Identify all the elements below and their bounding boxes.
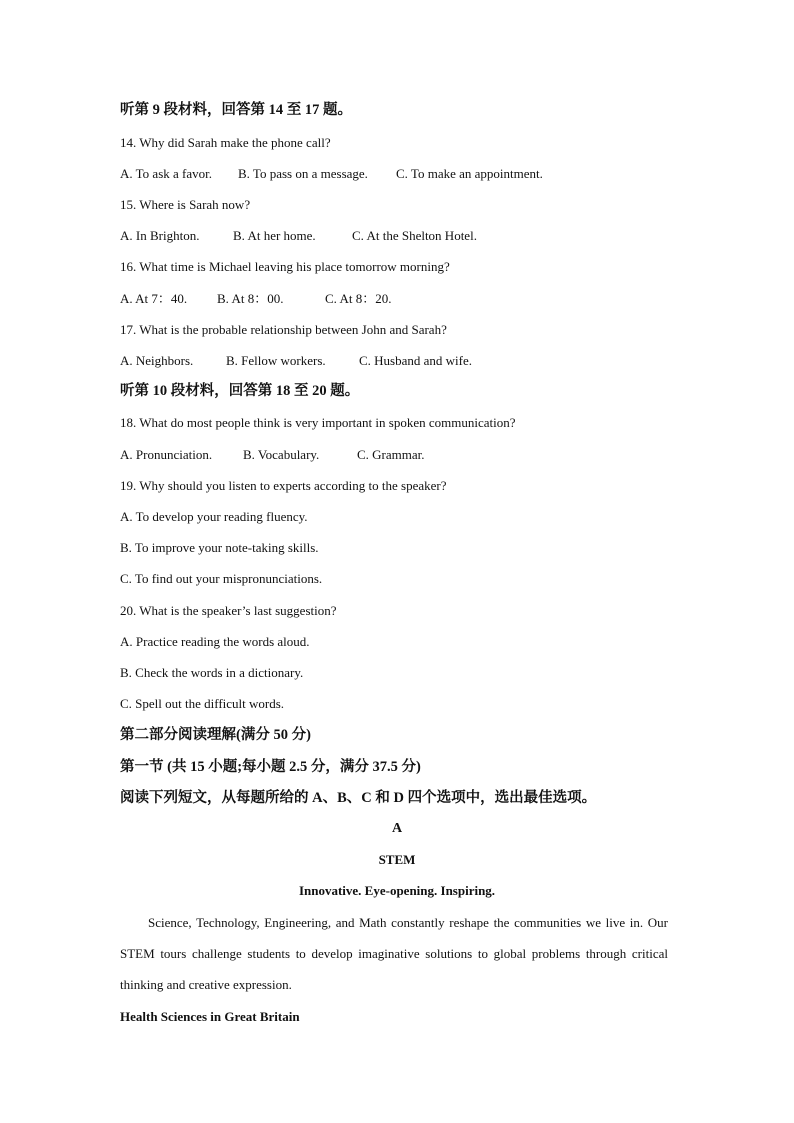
part-2-title: 第二部分阅读理解(满分 50 分): [120, 727, 311, 743]
option-b: B. Fellow workers.: [226, 353, 326, 368]
option-b: B. Vocabulary.: [243, 447, 320, 462]
question-14-options: [120, 165, 543, 183]
section-9-heading: 听第 9 段材料，回答第 14 至 17 题。: [120, 102, 352, 118]
question-19: 19. Why should you listen to experts according to the speaker?: [120, 478, 447, 493]
question-20-option-a: A. Practice reading the words aloud.: [120, 634, 310, 649]
passage-title: STEM: [378, 852, 416, 867]
question-20: 20. What is the speaker’s last suggestion?: [120, 603, 337, 618]
reading-instructions: 阅读下列短文，从每题所给的 A、B、C 和 D 四个选项中，选出最佳选项。: [120, 790, 597, 806]
option-b: B. At her home.: [233, 228, 316, 243]
question-20-option-b: B. Check the words in a dictionary.: [120, 665, 304, 680]
passage-letter: A: [391, 821, 403, 836]
passage-body: Science, Technology, Engineering, and Math constantly reshape the communities we live in. Our STEM tours challenge students to develop imaginative solutions to global problems through critical thinking and creative expression.: [120, 915, 668, 992]
passage-subtitle: Innovative. Eye-opening. Inspiring.: [298, 883, 496, 898]
question-16: 16. What time is Michael leaving his place tomorrow morning?: [120, 259, 450, 274]
passage-paragraph: [120, 907, 668, 1000]
question-19-option-a: A. To develop your reading fluency.: [120, 509, 308, 524]
option-c: C. Grammar.: [357, 447, 425, 462]
option-a: A. In Brighton.: [120, 228, 200, 243]
option-a: A. Pronunciation.: [120, 447, 213, 462]
section-10-heading: 听第 10 段材料，回答第 18 至 20 题。: [120, 383, 360, 399]
question-19-option-b: B. To improve your note-taking skills.: [120, 540, 319, 555]
option-b: B. At 8：00.: [217, 291, 284, 306]
question-17-options: [120, 352, 472, 370]
question-14: 14. Why did Sarah make the phone call?: [120, 135, 331, 150]
passage-heading-health-sciences: Health Sciences in Great Britain: [120, 1009, 300, 1024]
option-b: B. To pass on a message.: [238, 166, 368, 181]
question-19-option-c: C. To find out your mispronunciations.: [120, 571, 323, 586]
option-c: C. At 8：20.: [325, 291, 392, 306]
question-18-options: [120, 446, 425, 464]
question-15: 15. Where is Sarah now?: [120, 197, 251, 212]
question-15-options: [120, 227, 477, 245]
question-20-option-c: C. Spell out the difficult words.: [120, 696, 285, 711]
question-18: 18. What do most people think is very important in spoken communication?: [120, 415, 516, 430]
question-16-options: [120, 290, 391, 308]
option-a: A. At 7：40.: [120, 291, 188, 306]
option-c: C. To make an appointment.: [396, 166, 543, 181]
option-c: C. Husband and wife.: [359, 353, 473, 368]
option-a: A. Neighbors.: [120, 353, 194, 368]
option-a: A. To ask a favor.: [120, 166, 212, 181]
option-c: C. At the Shelton Hotel.: [352, 228, 477, 243]
section-1-title: 第一节 (共 15 小题;每小题 2.5 分，满分 37.5 分): [120, 759, 421, 775]
question-17: 17. What is the probable relationship between John and Sarah?: [120, 322, 447, 337]
